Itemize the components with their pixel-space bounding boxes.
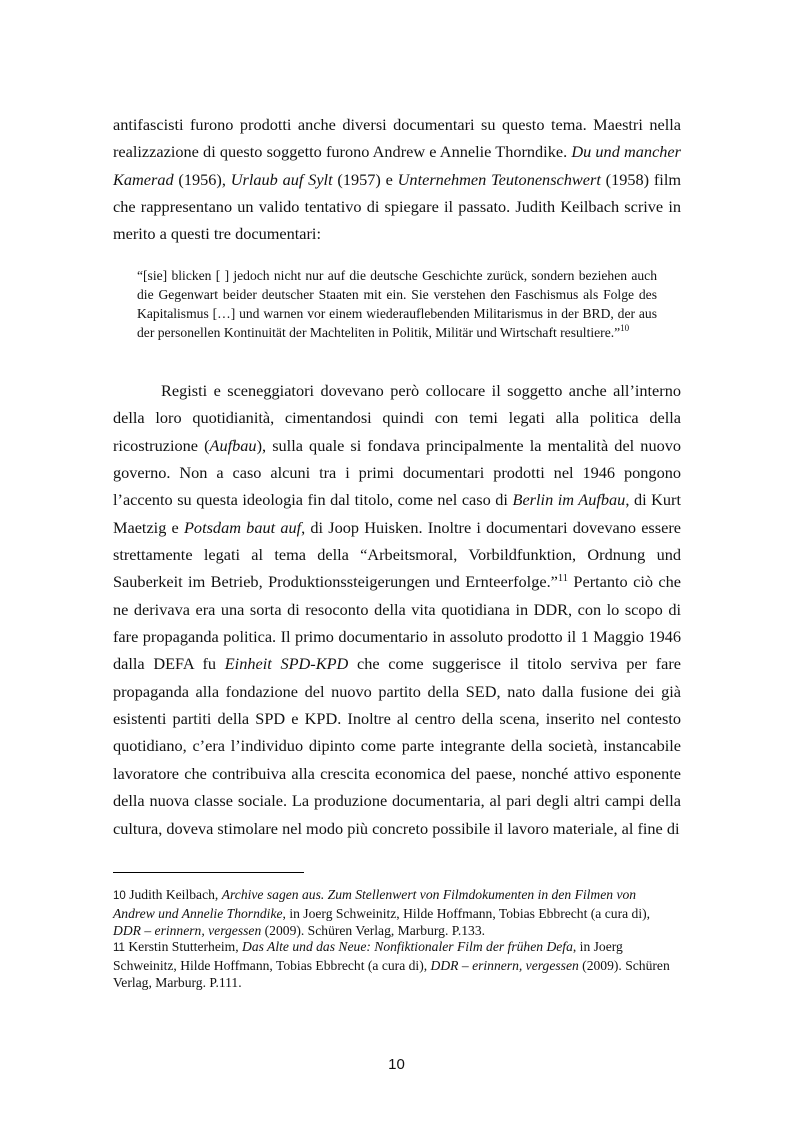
- text-run: ), sulla quale si fondava principalmente la mentalità del nuovo governo. Non a caso alcuni tra i primi documentari prodotti nel 1946 pongono l’accento su questa ideologia fin dal titolo, come nel caso di: [113, 435, 682, 510]
- body-paragraph: [113, 377, 681, 842]
- text-run: (1956),: [173, 169, 231, 189]
- footnote-ref[interactable]: 11: [557, 573, 568, 585]
- text-run: (2009). Schüren Verlag, Marburg. P.111.: [113, 958, 670, 991]
- footnote: [113, 938, 681, 992]
- text-run: Registi e sceneggiatori dovevano però collocare il soggetto anche all’interno della loro quotidianità, cimentandosi quindi con temi legati alla politica della ricostruzione (: [113, 381, 681, 455]
- italic-term: Aufbau: [209, 435, 257, 455]
- text-run: , di Joop Huisken. Inoltre i documentari dovevano essere strettamente legati al tema della “Arbeitsmoral, Vorbildfunktion, Ordnung und Sauberkeit im Betrieb, Produktionssteigerungen und Ernteerfolge.”: [113, 517, 681, 592]
- film-title: Berlin im Aufbau: [512, 490, 626, 510]
- footnote-separator: [113, 872, 304, 873]
- film-title: Potsdam baut auf: [183, 517, 302, 537]
- film-title: Urlaub auf Sylt: [230, 169, 333, 189]
- work-title: Archive sagen aus. Zum Stellenwert von Filmdokumenten in den Filmen von Andrew und Annelie Thorndike: [113, 887, 637, 922]
- book-title: DDR – erinnern, vergessen: [113, 923, 262, 939]
- text-run: (1958) film che rappresentano un valido tentativo di spiegare il passato. Judith Keilbach scrive in merito a questi tre documentari:: [113, 169, 682, 244]
- text-run: che come suggerisce il titolo serviva per fare propaganda alla fondazione del nuovo partito della SED, nato dalla fusione dei già esistenti partiti della SPD e KPD. Inoltre al centro della scena, inserito nel contesto quotidiano, c’era l’individuo dipinto come parte integrante della società, instancabile lavoratore che contribuiva alla crescita economica del paese, nonché attivo esponente della nuova classe sociale. La produzione documentaria, al pari degli altri campi della cultura, doveva stimolare nel modo più concreto possibile il lavoro materiale, al fine di: [113, 654, 682, 838]
- text-run: (1957) e: [332, 169, 398, 189]
- footnote-number: 10: [113, 890, 126, 902]
- footnote: [113, 886, 681, 940]
- text-run: , di Kurt Maetzig e: [113, 490, 682, 537]
- text-run: Judith Keilbach,: [125, 887, 222, 902]
- text-run: Kerstin Stutterheim,: [124, 939, 242, 954]
- book-title: DDR – erinnern, vergessen: [430, 958, 579, 974]
- work-title: Das Alte und das Neue: Nonfiktionaler Film der frühen Defa: [242, 939, 573, 954]
- text-run: , in Joerg Schweinitz, Hilde Hoffmann, Tobias Ebbrecht (a cura di),: [113, 939, 623, 974]
- text-run: Pertanto ciò che ne derivava era una sorta di resoconto della vita quotidiana in DDR, con lo scopo di fare propaganda politica. Il primo documentario in assoluto prodotto il 1 Maggio 1946 dalla DEFA fu: [113, 572, 682, 674]
- page-number: 10: [388, 1056, 405, 1073]
- text-run: , in Joerg Schweinitz, Hilde Hoffmann, Tobias Ebbrecht (a cura di),: [282, 906, 651, 922]
- text-run: (2009). Schüren Verlag, Marburg. P.133.: [261, 923, 486, 939]
- film-title: Einheit SPD-KPD: [224, 654, 349, 674]
- footnote-ref[interactable]: 10: [620, 323, 630, 333]
- film-title: Unternehmen Teutonenschwert: [397, 169, 601, 189]
- footnote-number: 11: [113, 942, 125, 954]
- block-quote: [137, 266, 657, 342]
- body-paragraph: [113, 111, 681, 248]
- film-title: Du und mancher Kamerad: [113, 142, 681, 189]
- text-run: antifascisti furono prodotti anche diversi documentari su questo tema. Maestri nella realizzazione di questo soggetto furono Andrew e Annelie Thorndike.: [113, 115, 681, 162]
- quote-text: “[sie] blicken [ ] jedoch nicht nur auf die deutsche Geschichte zurück, sondern beziehen auch die Gegenwart beider deutscher Staaten mit ein. Sie verstehen den Faschismus als Folge des Kapitalismus […] und warnen vor einem wiederauflebenden Militarismus in der BRD, der aus der personellen Kontinuität der Machteliten in Politik, Militär und Wirtschaft resultiere.”: [137, 268, 657, 340]
